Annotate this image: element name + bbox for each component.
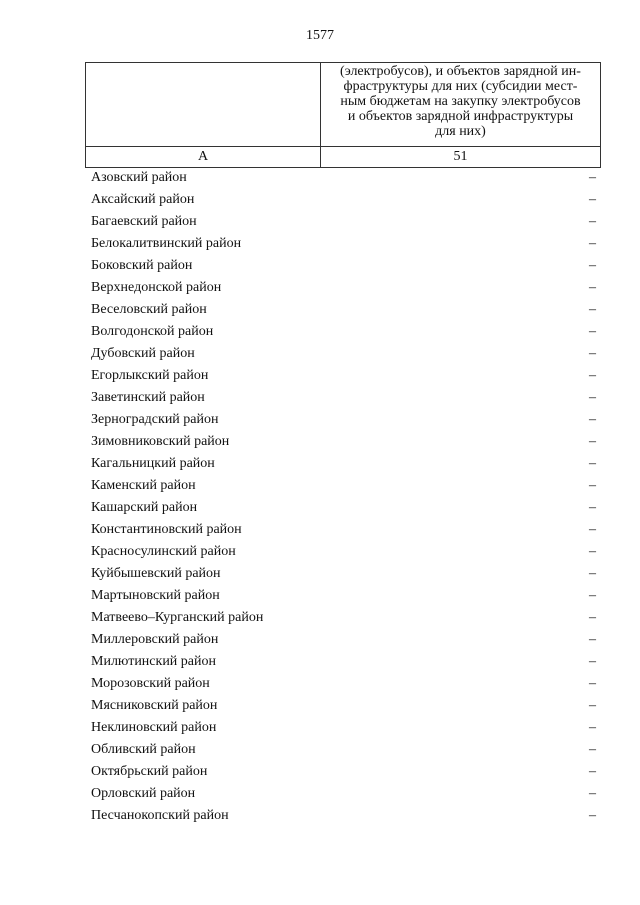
header-cell-value (321, 63, 601, 147)
district-name: Зимовниковский район (91, 434, 230, 449)
table-row (91, 585, 596, 607)
district-value: – (589, 500, 596, 515)
district-name: Песчанокопский район (91, 808, 229, 823)
table-row (91, 519, 596, 541)
district-value: – (589, 566, 596, 581)
table-row (91, 167, 596, 189)
district-value: – (589, 258, 596, 273)
table-row (91, 277, 596, 299)
table-row (91, 387, 596, 409)
page-number: 1577 (306, 28, 334, 43)
table-row (91, 453, 596, 475)
district-name: Обливский район (91, 742, 196, 757)
table-row (91, 497, 596, 519)
district-value: – (589, 170, 596, 185)
district-name: Боковский район (91, 258, 193, 273)
table-row (91, 695, 596, 717)
header-col2-text: (электробусов), и объектов зарядной ин- фраструктуры для них (субсидии мест- ным бюджетам на закупку электробусов и объектов зарядной инфраструктуры для них) (340, 64, 581, 139)
district-name: Веселовский район (91, 302, 207, 317)
district-name: Белокалитвинский район (91, 236, 242, 251)
table-row (91, 211, 596, 233)
district-value: – (589, 786, 596, 801)
district-value: – (589, 324, 596, 339)
district-name: Милютинский район (91, 654, 217, 669)
district-value: – (589, 456, 596, 471)
table-row (91, 189, 596, 211)
header-row (86, 63, 601, 147)
district-name: Азовский район (91, 170, 187, 185)
table-row (91, 233, 596, 255)
district-value: – (589, 214, 596, 229)
district-name: Дубовский район (91, 346, 195, 361)
table-row (91, 805, 596, 827)
district-name: Заветинский район (91, 390, 205, 405)
district-value: – (589, 654, 596, 669)
table-row (91, 343, 596, 365)
column-index-row (86, 147, 601, 168)
table-row (91, 783, 596, 805)
district-value: – (589, 720, 596, 735)
district-name: Верхнедонской район (91, 280, 222, 295)
district-value: – (589, 544, 596, 559)
district-name: Кагальницкий район (91, 456, 215, 471)
district-name: Волгодонской район (91, 324, 214, 339)
district-value: – (589, 676, 596, 691)
header-col1-text (86, 63, 320, 146)
district-name: Егорлыкский район (91, 368, 209, 383)
district-name: Мясниковский район (91, 698, 218, 713)
district-value: – (589, 742, 596, 757)
column-index-a: А (86, 147, 321, 168)
district-value: – (589, 434, 596, 449)
district-name: Аксайский район (91, 192, 195, 207)
district-value: – (589, 588, 596, 603)
header-cell-name (86, 63, 321, 147)
district-name: Неклиновский район (91, 720, 217, 735)
district-name: Матвеево–Курганский район (91, 610, 264, 625)
table-row (91, 255, 596, 277)
table-row (91, 651, 596, 673)
district-name: Мартыновский район (91, 588, 220, 603)
district-value: – (589, 632, 596, 647)
district-value: – (589, 368, 596, 383)
table-row (91, 321, 596, 343)
table-row (91, 541, 596, 563)
district-value: – (589, 764, 596, 779)
table-row (91, 409, 596, 431)
district-name: Миллеровский район (91, 632, 219, 647)
district-value: – (589, 808, 596, 823)
district-value: – (589, 412, 596, 427)
district-value: – (589, 192, 596, 207)
table-row (91, 717, 596, 739)
table-row (91, 299, 596, 321)
district-name: Зерноградский район (91, 412, 219, 427)
district-value: – (589, 478, 596, 493)
district-value: – (589, 302, 596, 317)
table-row (91, 431, 596, 453)
district-name: Морозовский район (91, 676, 210, 691)
district-value: – (589, 236, 596, 251)
table-row (91, 761, 596, 783)
table-row (91, 673, 596, 695)
district-value: – (589, 610, 596, 625)
column-index-51: 51 (321, 147, 601, 168)
district-value: – (589, 390, 596, 405)
district-name: Куйбышевский район (91, 566, 221, 581)
district-list (91, 167, 596, 827)
table-row (91, 739, 596, 761)
table-row (91, 607, 596, 629)
table-row (91, 563, 596, 585)
district-name: Багаевский район (91, 214, 197, 229)
district-value: – (589, 698, 596, 713)
table-row (91, 629, 596, 651)
district-value: – (589, 346, 596, 361)
district-name: Каменский район (91, 478, 196, 493)
header-table (85, 62, 601, 168)
district-name: Октябрьский район (91, 764, 208, 779)
district-name: Красносулинский район (91, 544, 236, 559)
district-value: – (589, 280, 596, 295)
district-name: Кашарский район (91, 500, 198, 515)
district-value: – (589, 522, 596, 537)
table-row (91, 475, 596, 497)
district-name: Константиновский район (91, 522, 242, 537)
table-row (91, 365, 596, 387)
district-name: Орловский район (91, 786, 196, 801)
